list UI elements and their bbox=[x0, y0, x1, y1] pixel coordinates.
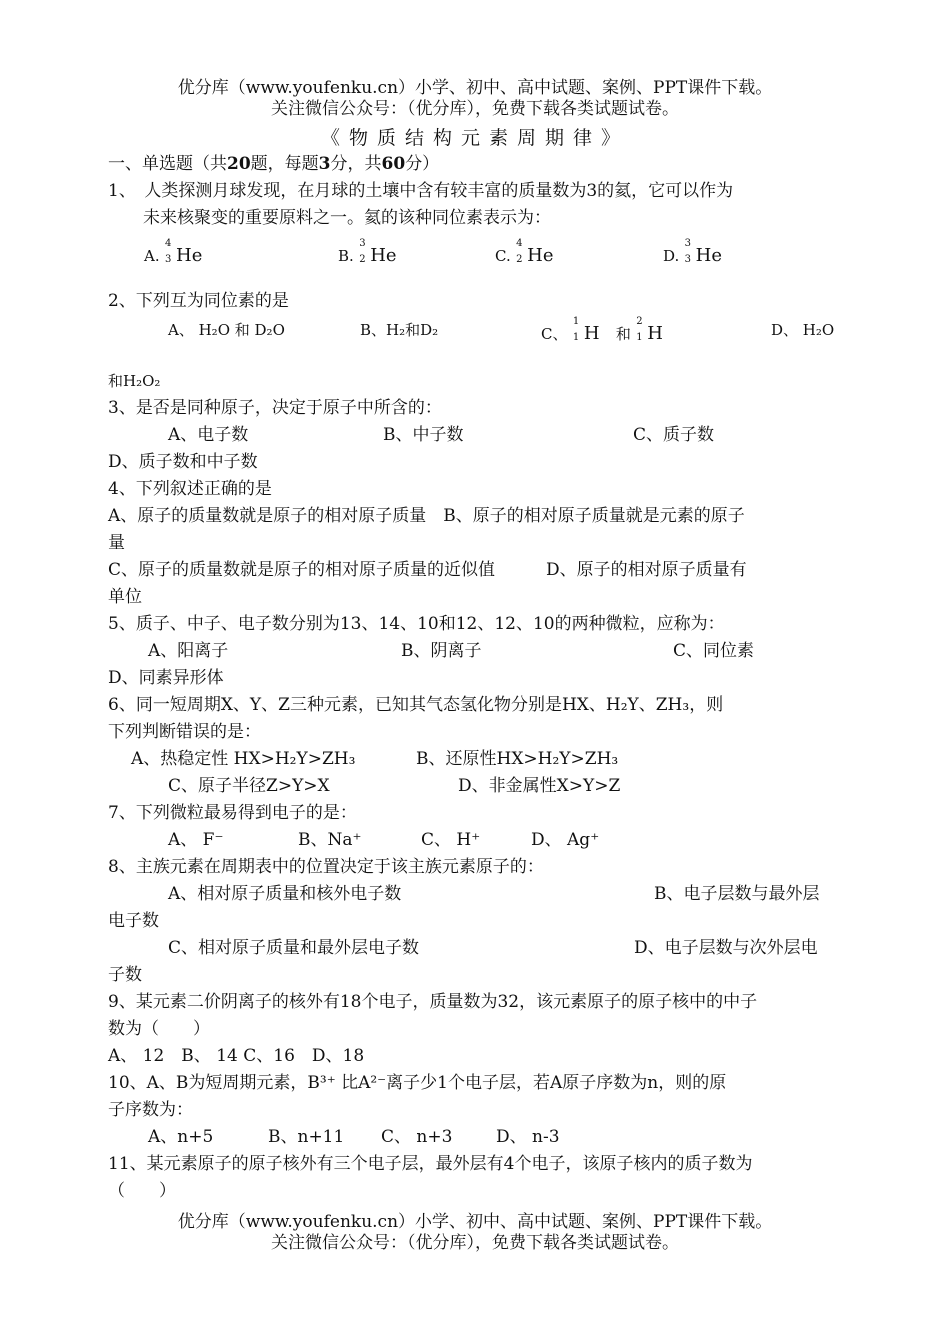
q1-option-b-label: B. bbox=[338, 247, 354, 265]
q8-option-a: A、相对原子质量和核外电子数 bbox=[168, 884, 402, 904]
atomic-number: 3 bbox=[165, 254, 172, 265]
section-each: 3 bbox=[318, 154, 331, 174]
element-symbol: He bbox=[370, 245, 397, 266]
q6-option-a: A、热稳定性 HX>H₂Y>ZH₃ bbox=[131, 749, 356, 769]
q10-stem-2: 子序数为： bbox=[108, 1100, 193, 1120]
section-mid2: 分，共 bbox=[330, 154, 382, 174]
q2-option-a: A、 H₂O 和 D₂O bbox=[168, 321, 285, 339]
q2-option-c-h1 bbox=[572, 316, 600, 346]
q6-stem-1: 6、同一短周期X、Y、Z三种元素，已知其气态氢化物分别是HX、H₂Y、ZH₃，则 bbox=[108, 695, 724, 715]
section-prefix: 一、单选题（共 bbox=[108, 154, 227, 174]
footer-line-2: 关注微信公众号：（优分库），免费下载各类试题试卷。 bbox=[271, 1233, 679, 1253]
q10-option-b: B、n+11 bbox=[268, 1127, 345, 1147]
q7-stem: 7、下列微粒最易得到电子的是： bbox=[108, 803, 357, 823]
q7-option-c: C、 H⁺ bbox=[421, 830, 481, 850]
q7-option-d: D、 Ag⁺ bbox=[531, 830, 600, 850]
q1-option-d bbox=[663, 238, 723, 268]
q2-stem: 2、下列互为同位素的是 bbox=[108, 291, 289, 311]
q2-option-c-h2 bbox=[636, 316, 663, 346]
q2-option-d: D、 H₂O bbox=[771, 321, 835, 339]
element-symbol: He bbox=[176, 245, 203, 266]
q3-option-b: B、中子数 bbox=[383, 425, 464, 445]
q1-option-d-isotope bbox=[684, 238, 723, 268]
element-symbol: H bbox=[583, 323, 600, 344]
q1-option-d-label: D. bbox=[663, 247, 680, 265]
q4-stem: 4、下列叙述正确的是 bbox=[108, 479, 272, 499]
q11-stem-1: 11、某元素原子的原子核外有三个电子层，最外层有4个电子，该原子核内的质子数为 bbox=[108, 1154, 753, 1174]
mass-number: 1 bbox=[572, 316, 580, 327]
q9-stem-1: 9、某元素二价阴离子的核外有18个电子，质量数为32，该元素原子的原子核中的中子 bbox=[108, 992, 758, 1012]
q5-stem: 5、质子、中子、电子数分别为13、14、10和12、12、10的两种微粒，应称为： bbox=[108, 614, 725, 634]
header-line-1: 优分库（www.youfenku.cn）小学、初中、高中试题、案例、PPT课件下载。 bbox=[177, 78, 773, 98]
q8-stem: 8、主族元素在周期表中的位置决定于该主族元素原子的： bbox=[108, 857, 544, 877]
q1-option-a bbox=[144, 238, 203, 268]
q1-option-c-label: C. bbox=[495, 247, 511, 265]
page-title: 《物质结构元素周期律》 bbox=[320, 127, 629, 149]
q9-options: A、 12 B、 14 C、16 D、18 bbox=[108, 1046, 365, 1066]
element-symbol: H bbox=[647, 323, 663, 344]
q1-option-a-label: A. bbox=[144, 247, 160, 265]
element-symbol: He bbox=[527, 245, 554, 266]
q1-stem-1: 1、 人类探测月球发现，在月球的土壤中含有较丰富的质量数为3的氦，它可以作为 bbox=[108, 181, 734, 201]
q4-options-ab: A、原子的质量数就是原子的相对原子质量 B、原子的相对原子质量就是元素的原子 bbox=[108, 506, 745, 526]
q10-option-a: A、n+5 bbox=[148, 1127, 214, 1147]
q6-stem-2: 下列判断错误的是： bbox=[108, 722, 261, 742]
q8-option-b: B、电子层数与最外层 bbox=[654, 884, 820, 904]
q1-option-a-isotope bbox=[165, 238, 203, 268]
section-heading bbox=[108, 152, 439, 176]
atomic-number: 2 bbox=[359, 254, 366, 265]
q1-option-c-isotope bbox=[516, 238, 554, 268]
q8-option-b-cont: 电子数 bbox=[108, 911, 159, 931]
q8-option-d: D、电子层数与次外层电 bbox=[634, 938, 818, 958]
q7-option-a: A、 F⁻ bbox=[168, 830, 224, 850]
mass-number: 2 bbox=[636, 316, 643, 327]
q2-option-c bbox=[541, 316, 663, 346]
atomic-number: 1 bbox=[572, 332, 580, 343]
atomic-number: 1 bbox=[636, 332, 643, 343]
q1-option-b bbox=[338, 238, 397, 268]
q2-option-c-and: 和 bbox=[615, 325, 631, 343]
q11-stem-2: （ ） bbox=[108, 1181, 176, 1201]
section-suffix: 分） bbox=[405, 154, 440, 174]
section-count: 20 bbox=[227, 154, 251, 174]
q6-option-d: D、非金属性X>Y>Z bbox=[458, 776, 621, 796]
q4-options-ab-cont: 量 bbox=[108, 533, 125, 553]
q5-option-b: B、阴离子 bbox=[401, 641, 482, 661]
atomic-number: 2 bbox=[516, 254, 523, 265]
q10-stem-1: 10、A、B为短周期元素，B³⁺ 比A²⁻离子少1个电子层，若A原子序数为n，则的原 bbox=[108, 1073, 727, 1093]
q8-option-c: C、相对原子质量和最外层电子数 bbox=[168, 938, 420, 958]
q3-option-a: A、电子数 bbox=[168, 425, 249, 445]
q3-stem: 3、是否是同种原子，决定于原子中所含的： bbox=[108, 398, 442, 418]
footer-line-1: 优分库（www.youfenku.cn）小学、初中、高中试题、案例、PPT课件下载。 bbox=[177, 1212, 773, 1232]
atomic-number: 3 bbox=[684, 254, 692, 265]
q3-option-d: D、质子数和中子数 bbox=[108, 452, 258, 472]
q5-option-c: C、同位素 bbox=[673, 641, 755, 661]
q6-option-b: B、还原性HX>H₂Y>ZH₃ bbox=[416, 749, 619, 769]
q1-option-b-isotope bbox=[359, 238, 397, 268]
element-symbol: He bbox=[695, 245, 723, 266]
q2-option-d-cont: 和H₂O₂ bbox=[108, 372, 161, 390]
mass-number: 4 bbox=[516, 238, 523, 249]
q10-option-c: C、 n+3 bbox=[381, 1127, 453, 1147]
q1-stem-2: 未来核聚变的重要原料之一。氦的该种同位素表示为： bbox=[143, 208, 551, 228]
mass-number: 3 bbox=[359, 238, 366, 249]
q9-stem-2: 数为（ ） bbox=[108, 1019, 210, 1039]
header-line-2: 关注微信公众号：（优分库），免费下载各类试题试卷。 bbox=[271, 99, 679, 119]
q3-option-c: C、质子数 bbox=[633, 425, 715, 445]
q1-option-c bbox=[495, 238, 554, 268]
q5-option-d: D、同素异形体 bbox=[108, 668, 224, 688]
q4-options-cd-cont: 单位 bbox=[108, 587, 142, 607]
section-mid1: 题，每题 bbox=[250, 154, 319, 174]
section-total: 60 bbox=[381, 154, 406, 174]
q8-option-d-cont: 子数 bbox=[108, 965, 142, 985]
mass-number: 4 bbox=[165, 238, 172, 249]
q2-option-b: B、H₂和D₂ bbox=[360, 321, 439, 339]
q2-option-c-label: C、 bbox=[541, 325, 568, 343]
q5-option-a: A、阳离子 bbox=[148, 641, 229, 661]
q6-option-c: C、原子半径Z>Y>X bbox=[168, 776, 330, 796]
q7-option-b: B、Na⁺ bbox=[298, 830, 362, 850]
q4-options-cd: C、原子的质量数就是原子的相对原子质量的近似值 D、原子的相对原子质量有 bbox=[108, 560, 747, 580]
mass-number: 3 bbox=[684, 238, 692, 249]
q10-option-d: D、 n-3 bbox=[496, 1127, 560, 1147]
